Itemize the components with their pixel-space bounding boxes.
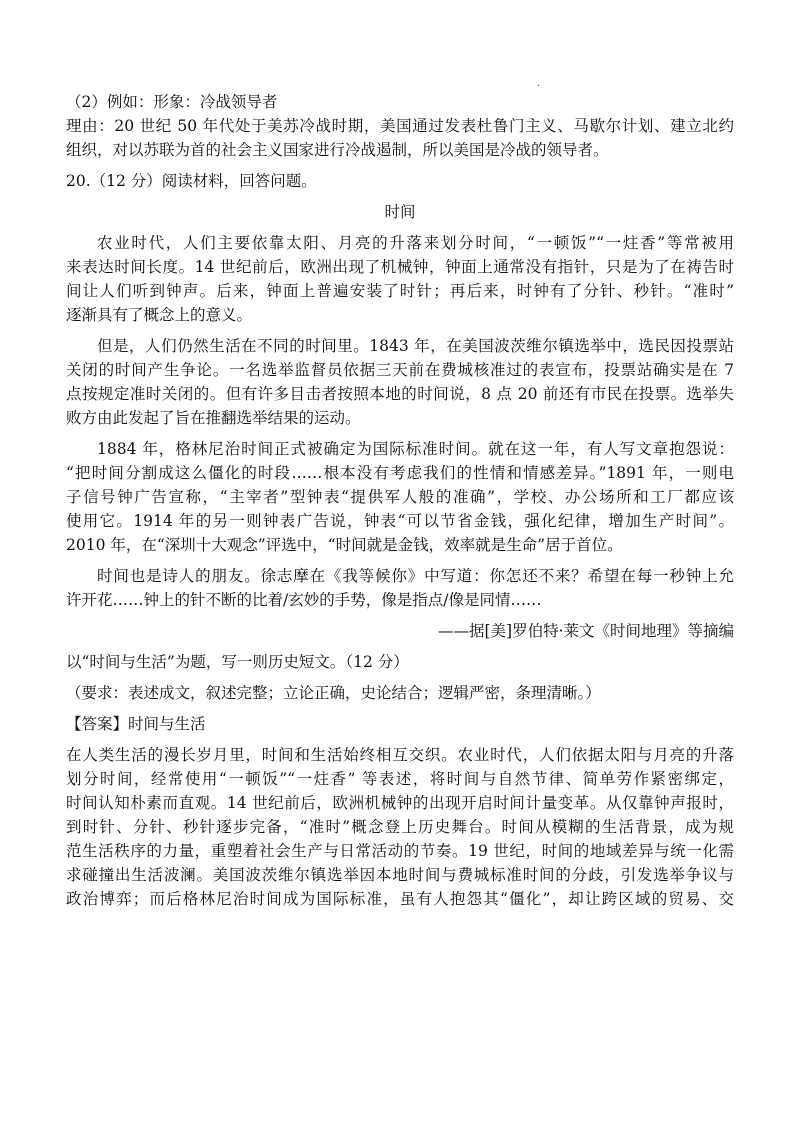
- paragraph-line: 时间也是诗人的朋友。徐志摩在《我等候你》中写道：你怎还不来？希望在每一秒钟上允: [97, 567, 734, 585]
- answer-line: 划分时间，经常使用“一顿饭”“一炷香” 等表述，将时间与自然节律、简单劳作紧密绑定，: [66, 770, 734, 788]
- paragraph-line: 许开花……钟上的针不断的比着/玄妙的手势，像是指点/像是同情……: [66, 591, 542, 609]
- paragraph-line: 1884 年，格林尼治时间正式被确定为国际标准时间。就在这一年，有人写文章抱怨说：: [97, 440, 734, 458]
- paragraph-line: 2010 年，在“深圳十大观念”评选中，“时间就是金钱，效率就是生命”居于首位。: [66, 536, 623, 554]
- answer-line: 到时针、分针、秒针逐步完备，“准时”概念登上历史舞台。时间从模糊的生活背景，成为规: [66, 818, 734, 836]
- document-content: [66, 90, 734, 918]
- answer-line: 求碰撞出生活波澜。美国波茨维尔镇选举因本地时间与费城标准时间的分歧，引发选举争议与: [66, 866, 734, 884]
- requirements: （要求：表述成文，叙述完整；立论正确，史论结合；逻辑严密，条理清晰。）: [66, 684, 601, 702]
- task-prompt: 以“时间与生活”为题，写一则历史短文。（12 分）: [66, 653, 409, 671]
- material-paragraph-1: [66, 231, 734, 327]
- paragraph-line: 但是，人们仍然生活在不同的时间里。1843 年，在美国波茨维尔镇选举中，选民因投票站: [97, 337, 734, 355]
- material-source: ——据[美]罗伯特·莱文《时间地理》等摘编: [437, 622, 734, 640]
- paragraph-line: 败方由此发起了旨在推翻选举结果的运动。: [66, 409, 361, 427]
- paragraph-line: 农业时代，人们主要依靠太阳、月亮的升落来划分时间，“一顿饭”“一炷香”等常被用: [97, 234, 734, 252]
- material-title: 时间: [384, 203, 416, 221]
- answer-heading: 【答案】时间与生活: [66, 715, 206, 733]
- answer-line: 在人类生活的漫长岁月里，时间和生活始终相互交织。农业时代，人们依据太阳与月亮的升落: [66, 746, 734, 764]
- material-paragraph-3: [66, 437, 734, 557]
- q19-reason-line-1: 理由：20 世纪 50 年代处于美苏冷战时期，美国通过发表杜鲁门主义、马歇尔计划、建立北约: [66, 117, 734, 135]
- answer-line: 政治博弈；而后格林尼治时间成为国际标准，虽有人抱怨其“僵化”，却让跨区域的贸易、交: [66, 890, 734, 908]
- paragraph-line: 来表达时间长度。14 世纪前后，欧洲出现了机械钟，钟面上通常没有指针，只是为了在祷告时: [66, 258, 734, 276]
- answer-line: 时间认知朴素而直观。14 世纪前后，欧洲机械钟的出现开启时间计量变革。从仅靠钟声报时，: [66, 794, 734, 812]
- paragraph-line: 逐渐具有了概念上的意义。: [66, 306, 253, 324]
- q20-header: 20.（12 分）阅读材料，回答问题。: [66, 172, 317, 190]
- paragraph-line: 间让人们听到钟声。后来，钟面上普遍安装了时针；再后来，时钟有了分针、秒针。“准时”: [66, 282, 734, 300]
- page-dot-mark: .: [537, 78, 541, 89]
- answer-line: 范生活秩序的力量，重塑着社会生产与日常活动的节奏。19 世纪，时间的地域差异与统一化需: [66, 842, 734, 860]
- q19-example-line: （2）例如：形象：冷战领导者: [66, 93, 278, 111]
- q19-reason-line-2: 组织，对以苏联为首的社会主义国家进行冷战遏制，所以美国是冷战的领导者。: [66, 141, 609, 159]
- material-paragraph-2: [66, 334, 734, 430]
- paragraph-line: 点按规定准时关闭的。但有许多目击者按照本地的时间说，8 点 20 前还有市民在投票。选举失: [66, 385, 734, 403]
- paragraph-line: “把时间分割成这么僵化的时段……根本没有考虑我们的性情和情感差异。”1891 年，一则电: [66, 464, 734, 482]
- material-paragraph-4: [66, 564, 734, 612]
- paragraph-line: 关闭的时间产生争论。一名选举监督员依据三天前在费城核准过的表宣布，投票站确实是在 7: [66, 361, 734, 379]
- answer-body: [66, 743, 734, 911]
- paragraph-line: 使用它。1914 年的另一则钟表广告说，钟表“可以节省金钱，强化纪律，增加生产时间”。: [66, 512, 734, 530]
- paragraph-line: 子信号钟广告宣称，“主宰者”型钟表“提供军人般的准确”，学校、办公场所和工厂都应该: [66, 488, 734, 506]
